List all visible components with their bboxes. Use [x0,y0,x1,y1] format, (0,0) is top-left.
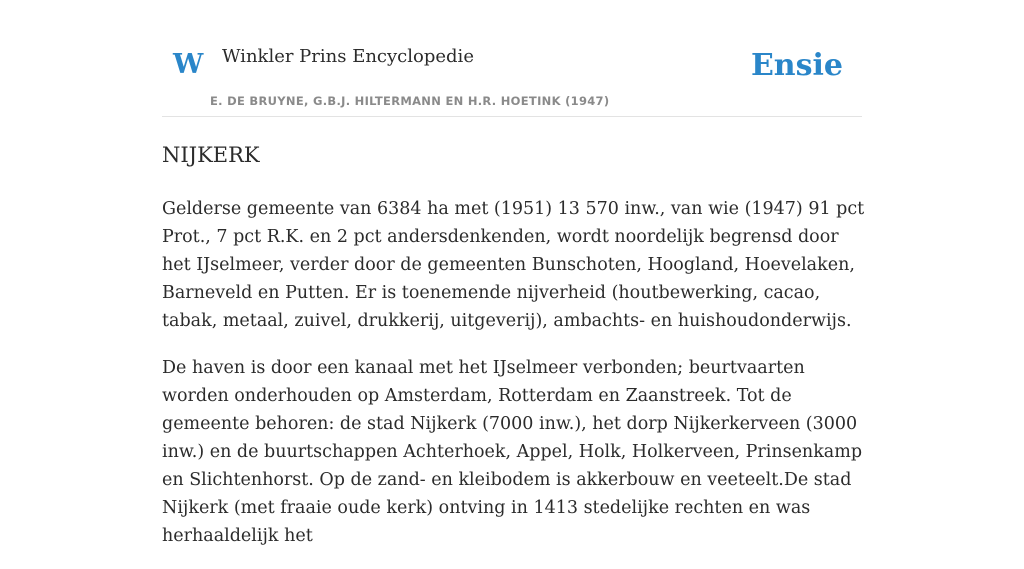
header [162,0,862,117]
book-title[interactable]: Winkler Prins Encyclopedie [222,46,474,67]
article-title: NIJKERK [162,143,260,167]
ensie-logo[interactable]: Ensie [750,48,843,83]
article [162,140,868,569]
article-paragraph: De haven is door een kanaal met het IJselmeer verbonden; beurtvaarten worden onderhouden op Amsterdam, Rotterdam en Zaanstreek. Tot de gemeente behoren: de stad Nijkerk (7000 inw.), het dorp Nijkerkerveen (3000 inw.) en de buurtschappen Achterhoek, Appel, Holk, Holkerveen, Prinsenkamp en Slichtenhorst. Op de zand- en kleibodem is akkerbouw en veeteelt.De stad Nijkerk (met fraaie oude kerk) ontving in 1413 stedelijke rechten en was herhaaldelijk het [162,358,863,546]
winkler-prins-logo[interactable]: W [173,49,204,80]
book-authors: E. DE BRUYNE, G.B.J. HILTERMANN EN H.R. HOETINK (1947) [210,94,610,108]
article-paragraph: Gelderse gemeente van 6384 ha met (1951) 13 570 inw., van wie (1947) 91 pct Prot., 7 pct R.K. en 2 pct andersdenkenden, wordt noordelijk begrensd door het IJselmeer, verder door de gemeenten Bunschoten, Hoogland, Hoevelaken, Barneveld en Putten. Er is toenemende nijverheid (houtbewerking, cacao, tabak, metaal, zuivel, drukkerij, uitgeverij), ambachts- en huishoudonderwijs. [162,199,865,331]
